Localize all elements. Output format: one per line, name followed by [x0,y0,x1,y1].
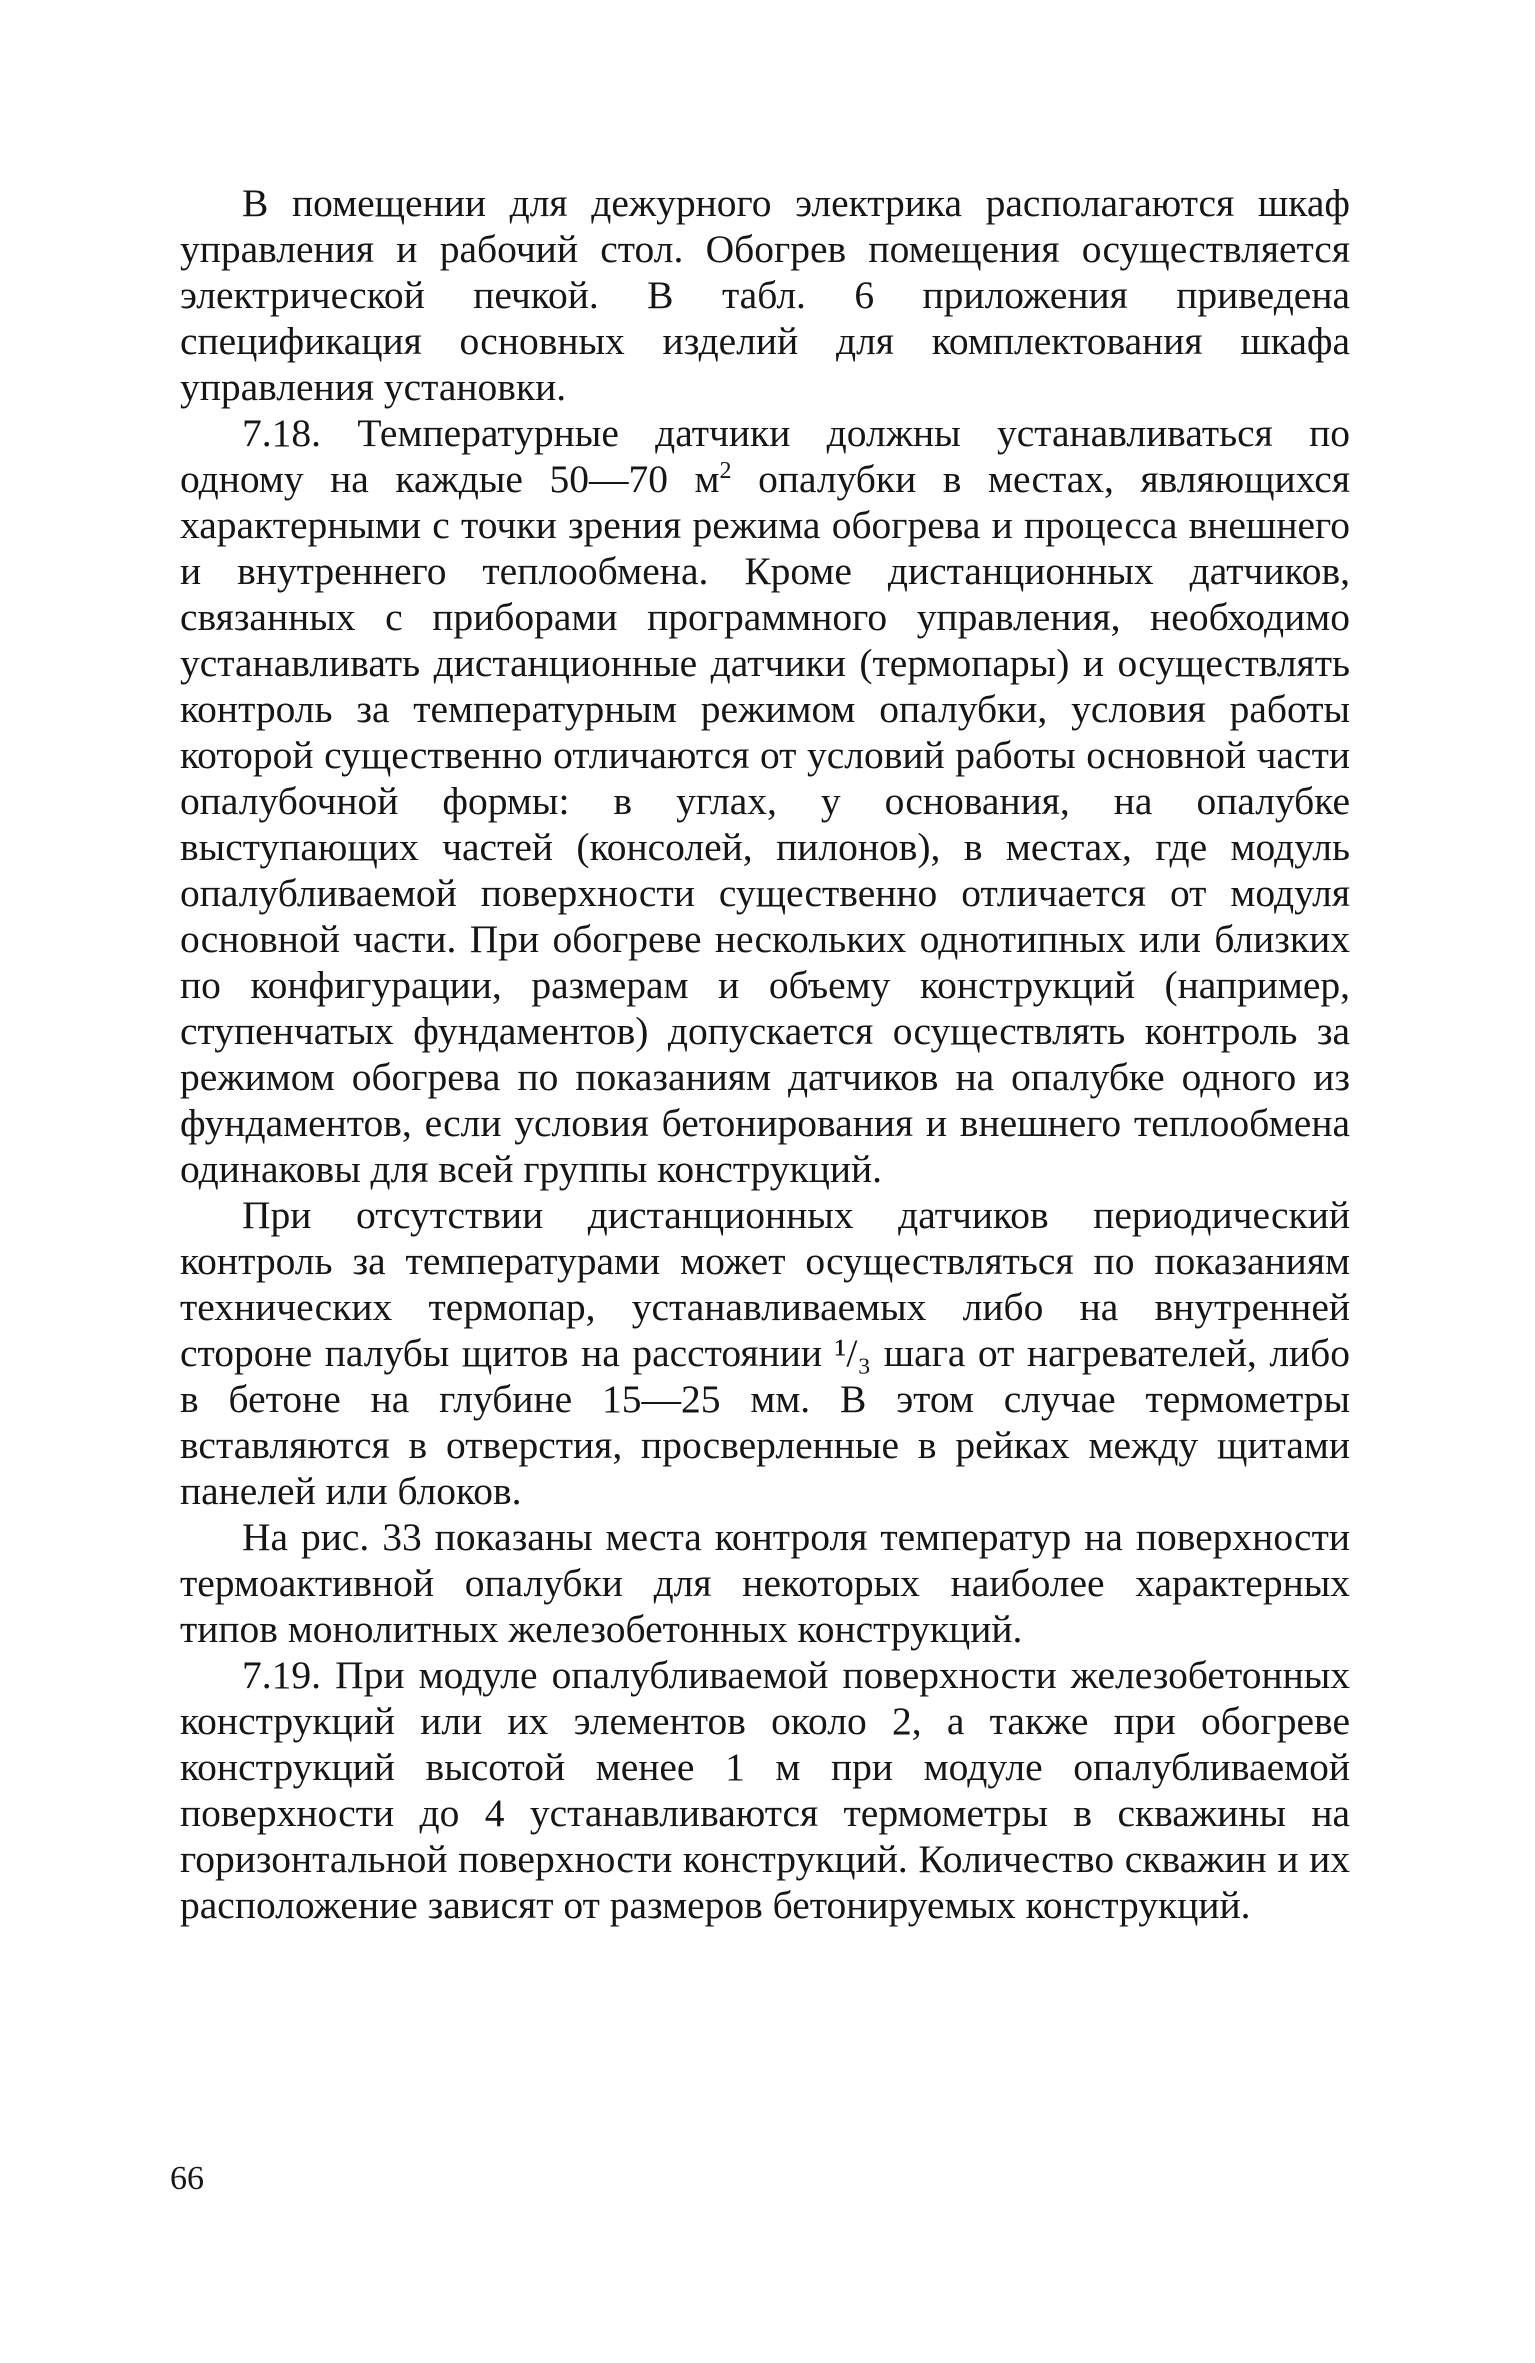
paragraph-1 [180,180,1350,410]
superscript-2: 2 [719,458,732,484]
paragraph-5-text: При модуле опалубливаемой поверхности железобетонных конструкций или их элементов около 2, а также при обогреве конструкций высотой менее 1 м при модуле опалубливаемой поверхности до 4 устанавливаются термометры в скважины на горизонтальной поверхности конструкций. Количество скважин и их расположение зависят от размеров бетонируемых конструкций. [180,1653,1351,1927]
page-body [180,180,1350,1928]
paragraph-3-text-start: При отсутствии дистанционных датчиков периодический контроль за температурами может осуществляться по показаниям технических термопар, устанавливаемых либо на внутренней стороне палубы щитов на расстоянии [180,1193,1350,1375]
paragraph-2-text: опалубки в местах, являющихся характерными с точки зрения режима обогрева и процесса внешнего и внутреннего теплообмена. Кроме дистанционных датчиков, связанных с приборами программного управления, необходимо устанавливать дистанционные датчики (термопары) и осуществлять контроль за температурным режимом опалубки, условия работы которой существенно отличаются от условий работы основной части опалубочной формы: в углах, у основания, на опалубке выступающих частей (консолей, пилонов), в местах, где модуль опалубливаемой поверхности существенно отличается от модуля основной части. При обогреве нескольких однотипных или близких по конфигурации, размерам и объему конструкций (например, ступенчатых фундаментов) допускается осуществлять контроль за режимом обогрева по показаниям датчиков на опалубке одного из фундаментов, если условия бетонирования и внешнего теплообмена одинаковы для всей группы конструкций. [180,457,1350,1191]
paragraph-3-text: шага от нагревателей, либо в бетоне на глубине 15—25 мм. В этом случае термометры вставляются в отверстия, просверленные в рейках между щитами панелей или блоков. [180,1331,1351,1513]
paragraph-3 [180,1192,1350,1514]
paragraph-1-text: В помещении для дежурного электрика располагаются шкаф управления и рабочий стол. Обогрев помещения осуществляется электрической печкой. В табл. 6 приложения приведена спецификация основных изделий для комплектования шкафа управления установки. [180,181,1350,409]
fraction-one-third: ¹/₃ [834,1331,872,1375]
paragraph-4-text: На рис. 33 показаны места контроля температур на поверхности термоактивной опалубки для некоторых наиболее характерных типов монолитных железобетонных конструкций. [180,1515,1350,1651]
section-number-7-19: 7.19. [242,1653,321,1697]
page-number: 66 [170,2160,204,2197]
paragraph-4 [180,1514,1350,1652]
paragraph-2-text-start: Температурные датчики должны устанавливаться по одному на каждые 50—70 м [180,411,1350,501]
paragraph-2 [180,410,1350,1192]
section-number-7-18: 7.18. [242,411,321,455]
paragraph-5 [180,1652,1350,1928]
